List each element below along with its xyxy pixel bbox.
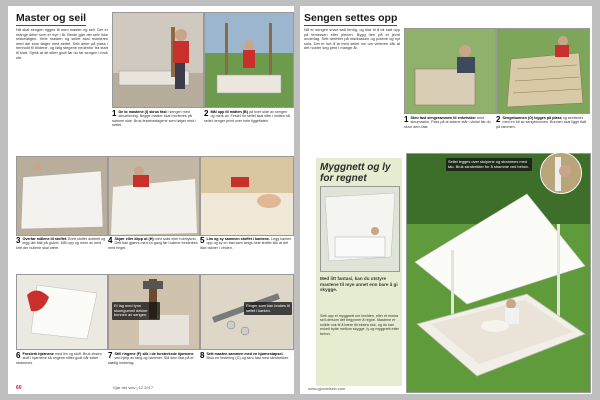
section-title: Master og seil <box>16 12 87 24</box>
step-2-photo <box>496 28 590 114</box>
detail-inset-photo <box>540 152 582 194</box>
step-4-photo <box>108 156 200 236</box>
box-title: Myggnett og ly for regnet <box>320 162 391 184</box>
box-lead: Med litt fantasi, kan du utstyre mastene til mye annet enn bare å gi skygge. <box>320 276 398 293</box>
step-caption: 7 Still ringene (F) slik i de forsterkede hjørnene ved hjelp av tang og hammer. Slå dem fast på et stødig underlag. <box>108 351 194 365</box>
step-caption: 1 De to mastene (I) skrus fast i sengen med skrueboring. Begge master skal monteres på samme side. Bruk festebeslagene som følger med i settet. <box>112 109 197 128</box>
step-caption: 1 Skru fast sengerammen til enkelsider med skrumaskin. Pass på at sidene står i vinkel før du skrur dem fast. <box>404 115 491 129</box>
step-5-photo <box>200 156 294 236</box>
photo-overlay-text: Seilet legges over stolpene og strammes med tau. Bruk skrutrekker for å stramme ved behov. <box>446 158 532 171</box>
intro-text: Nå skal sengen rigges til med master og seil. Det er mange deler som er nye i år. Beste gjør det selv ikke rekkefølgen. Hele masten og seilet skal monteres med det som følger med settet. Sett deler på plass i henhold til bildene, og følg stegene nedenfor fra start til slutt. Sjekk at alt sitter godt før du tar sengen i bruk ute. <box>16 27 108 60</box>
step-caption: 2 Mål opp til midten (B) på hver side av sengen og merk av. Festet for seilet skal sitte i midten så seilet henger jevnt over hele liggeflaten. <box>204 109 290 123</box>
step-1-photo <box>404 28 496 114</box>
step-2-photo <box>204 12 294 108</box>
step-caption: 6 Forsterk hjørnene med lim og stoff. Bruk ekstra stoff i hjørnene så ringene sitter godt når seilet strammes. <box>16 351 102 365</box>
left-page <box>8 6 294 394</box>
step-caption: 5 Lim og sy sammen stoffet i kantene. Legg kanten opp og sy en fast søm langs hele stoffet slik at det ikke rakner i vinden. <box>200 236 292 250</box>
right-page <box>300 6 592 394</box>
page-footer <box>308 386 345 391</box>
step-3-photo <box>16 156 108 236</box>
photo-overlay-text: Ringer som kan brukes til seilet i kanten. <box>244 302 292 315</box>
box-photo <box>320 186 400 272</box>
photo-overlay-text: Et lag med tynn skumgummi dekker bunnen av sengen. <box>112 302 160 320</box>
step-caption: 4 Skjær eller klipp ut (H) med saks eller hobbykniv. Dett kan gjøres med en gang før hullene forsterkes med ringer. <box>108 236 198 250</box>
step-6-photo <box>16 274 108 350</box>
page-footer <box>16 385 153 391</box>
step-caption: 8 Sett masten sammen med en hjørnestøpsel. Bruk en festering (G) og skru fast med skrutrekker. <box>200 351 290 361</box>
intro-text: Nå er sengen snart satt ferdig, og klar til å bli satt opp på terrassen eller plenen. Bygg den på et jevnt underlag. Sett deretter på madrassen og putene og nyt sola. Det er lurt å ta med seilet inn om vinteren slik at det holder seg pent i mange år. <box>304 27 400 51</box>
footer-text: www.gjordetselv.com <box>308 386 346 391</box>
step-1-photo <box>112 12 204 108</box>
tip-box <box>316 158 402 386</box>
footer-text: Gjør det selv | 12 2017 <box>112 385 154 390</box>
step-caption: 3 Overfør målene til stoffet. Brett stoffet dobbelt og legg det flatt på gulvet. Mål opp og merk av med kritt der hullene skal være. <box>16 236 106 250</box>
section-title: Sengen settes opp <box>304 12 398 24</box>
box-body: Sett opp et myggnett om kvelden, eller et ekstra seil dersom det begynner å regne. Mastene er solide nok til å bære litt ekstra duk, og du kan enkelt bytte mellom skygge, ly og myggnett etter behov. <box>320 314 399 336</box>
step-caption: 2 Sengebunnen (G) legges på plass og sentreres med en bit av sengebunnen. Bunnen skal ligge flatt på rammen. <box>496 115 587 129</box>
page-number: 60 <box>16 385 22 391</box>
